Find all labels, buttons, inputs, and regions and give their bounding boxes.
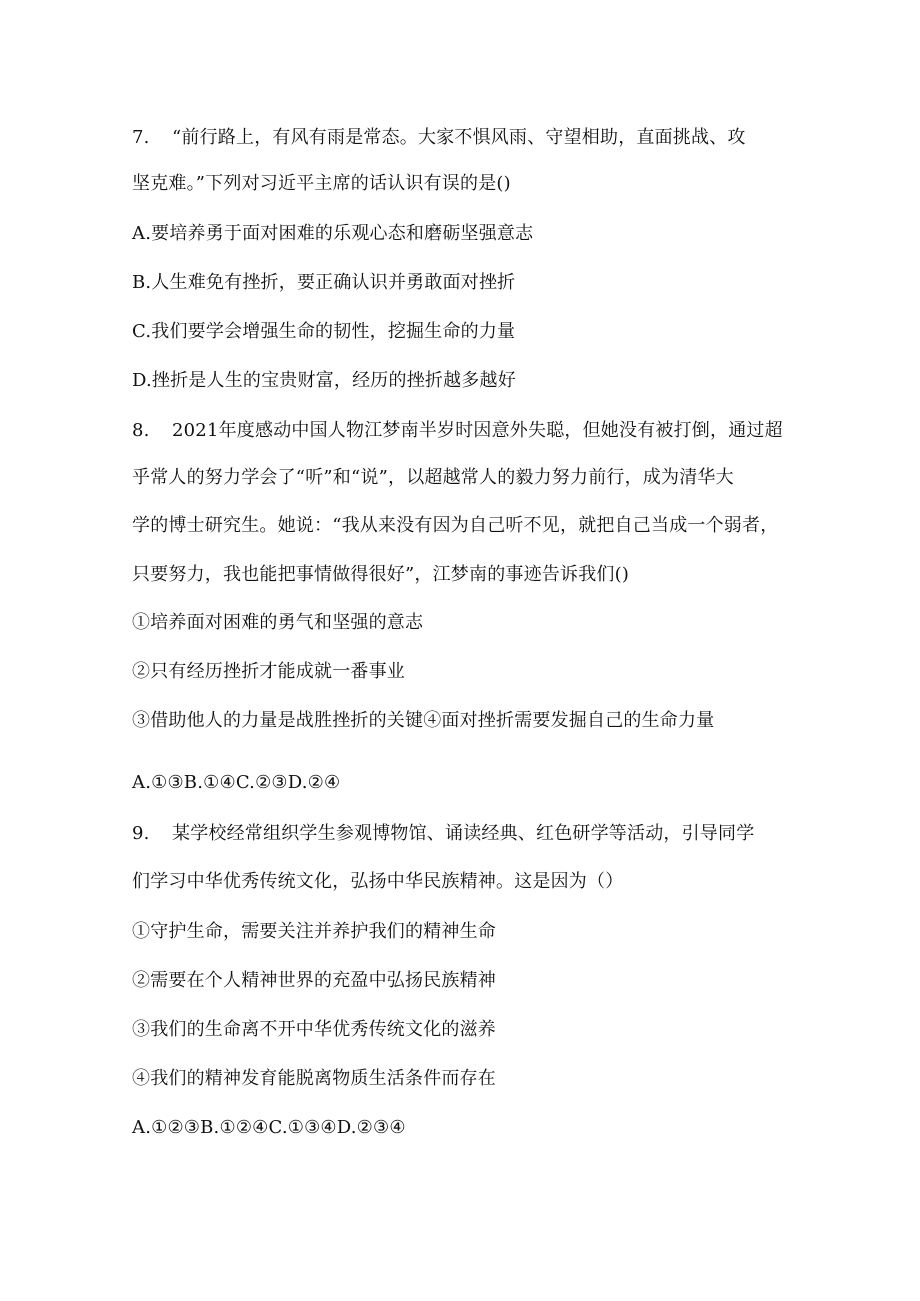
- q9-answer-options: A.①②③B.①②④C.①③④D.②③④: [132, 1117, 406, 1138]
- q8-stem-line-4: 只要努力，我也能把事情做得很好”，江梦南的事迹告诉我们(): [132, 564, 630, 585]
- q7-number: 7.: [132, 127, 150, 148]
- q9-statement-2: ②需要在个人精神世界的充盈中弘扬民族精神: [132, 970, 496, 991]
- q8-stem-text-1: 2021年度感动中国人物江梦南半岁时因意外失聪，但她没有被打倒，通过超: [172, 420, 783, 441]
- q9-statement-3: ③我们的生命离不开中华优秀传统文化的滋养: [132, 1019, 496, 1040]
- q9-statement-4: ④我们的精神发育能脱离物质生活条件而存在: [132, 1068, 496, 1089]
- q9-statement-1: ①守护生命，需要关注并养护我们的精神生命: [132, 921, 496, 942]
- q7-stem-line-2: 坚克难。”下列对习近平主席的话认识有误的是(): [132, 173, 511, 194]
- q7-stem-text-1: “前行路上，有风有雨是常态。大家不惧风雨、守望相助，直面挑战、攻: [172, 127, 746, 148]
- q8-statement-1: ①培养面对困难的勇气和坚强的意志: [132, 612, 424, 633]
- q9-stem-line-1: [132, 822, 754, 846]
- q8-stem-line-3: 学的博士研究生。她说：“我从来没有因为自己听不见，就把自己当成一个弱者，: [132, 515, 779, 536]
- q8-stem-line-1: [132, 419, 783, 443]
- q8-stem-line-2: 乎常人的努力学会了“听”和“说”，以超越常人的毅力努力前行，成为清华大: [132, 467, 734, 488]
- q7-stem-line-1: [132, 126, 746, 150]
- q9-stem-line-2: 们学习中华优秀传统文化，弘扬中华民族精神。这是因为（）: [132, 871, 624, 892]
- q8-answer-options: A.①③B.①④C.②③D.②④: [132, 772, 341, 793]
- q9-stem-text-1: 某学校经常组织学生参观博物馆、诵读经典、红色研学等活动，引导同学: [172, 823, 755, 844]
- q7-option-d: D.挫折是人生的宝贵财富，经历的挫折越多越好: [132, 370, 516, 391]
- q7-option-c: C.我们要学会增强生命的韧性，挖掘生命的力量: [132, 321, 516, 342]
- q7-option-b: B.人生难免有挫折，要正确认识并勇敢面对挫折: [132, 272, 516, 293]
- q8-statement-3-4: ③借助他人的力量是战胜挫折的关键④面对挫折需要发掘自己的生命力量: [132, 710, 715, 731]
- q8-number: 8.: [132, 420, 150, 441]
- q7-option-a: A.要培养勇于面对困难的乐观心态和磨砺坚强意志: [132, 223, 534, 244]
- q9-number: 9.: [132, 823, 150, 844]
- q8-statement-2: ②只有经历挫折才能成就一番事业: [132, 661, 405, 682]
